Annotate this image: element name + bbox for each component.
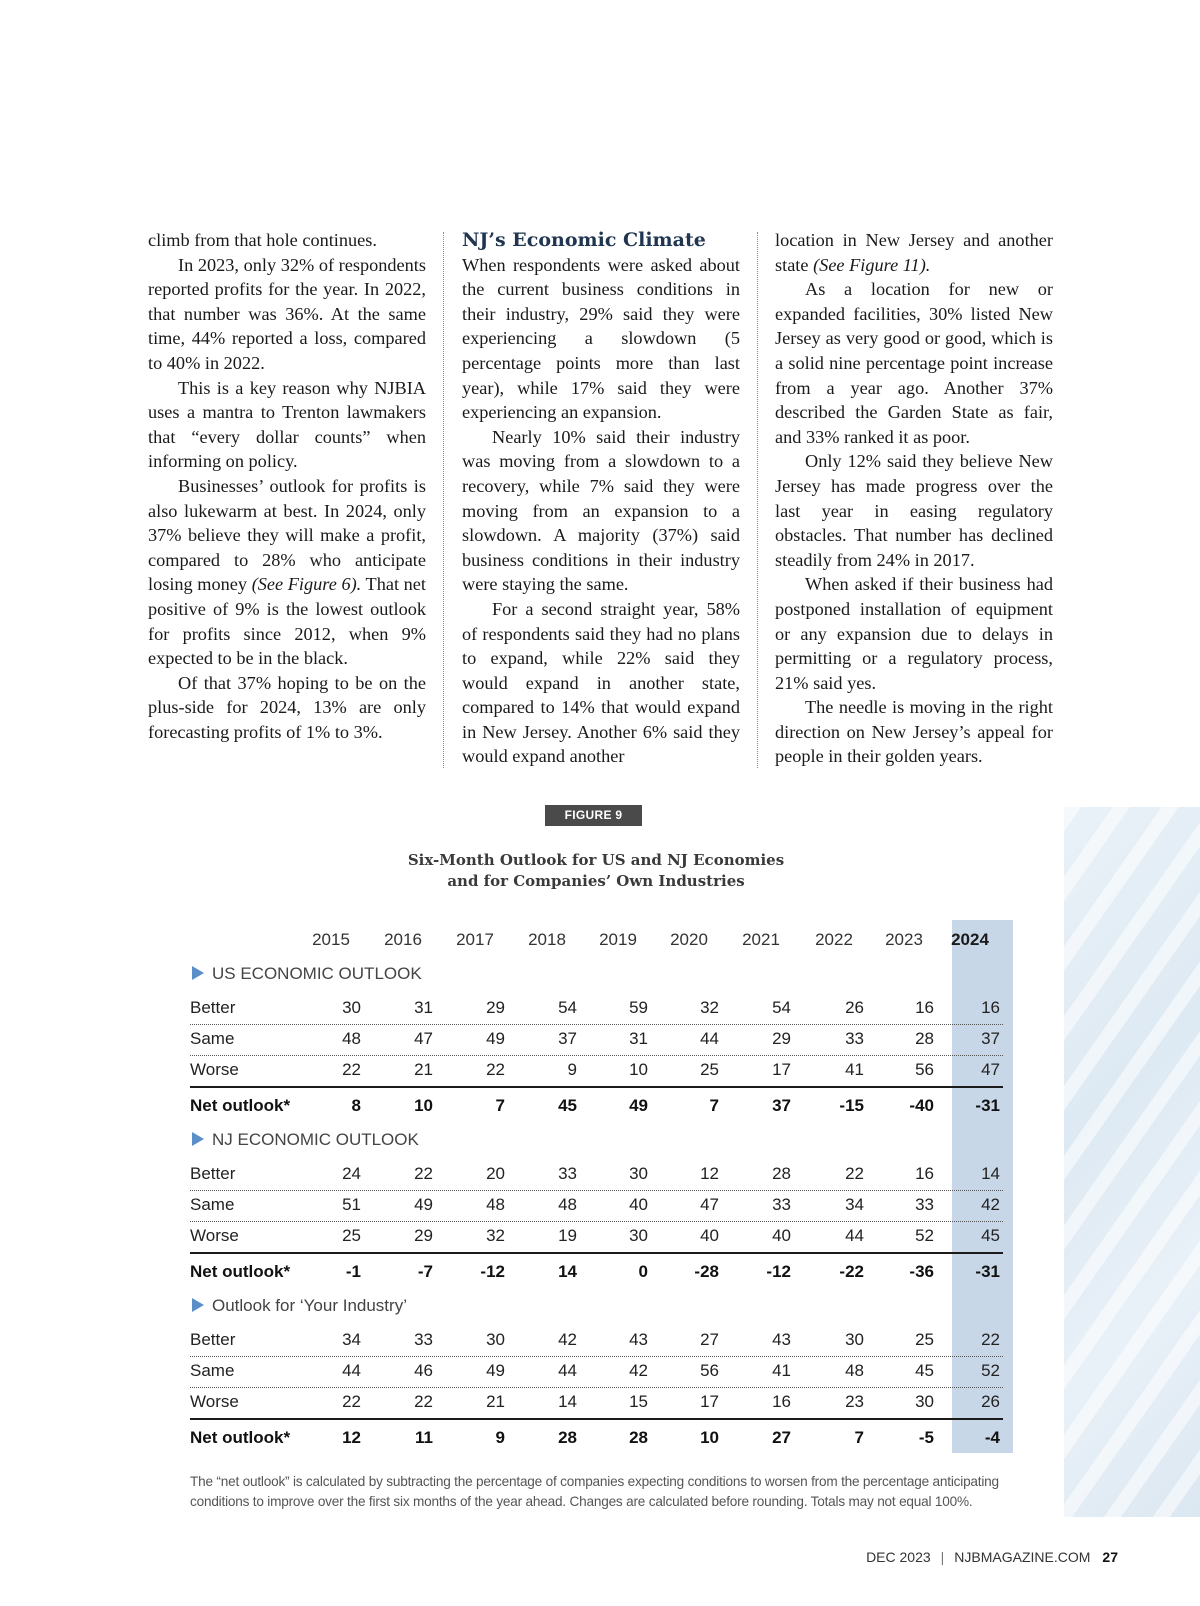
table-cell: 52: [981, 1361, 1000, 1380]
paragraph: Nearly 10% said their industry was moving from a slowdown to a recovery, while 7% said they were moving from an expansion to a slowdown. A majority (37%) said business conditions in their industry were staying the same.: [462, 426, 740, 595]
table-cell: 14: [981, 1164, 1000, 1183]
year-header-2019: 2019: [599, 930, 637, 949]
row-label: Same: [190, 1361, 235, 1380]
table-cell: 10: [629, 1060, 648, 1079]
table-cell: 42: [981, 1195, 1000, 1214]
table-cell: 19: [558, 1226, 577, 1245]
table-cell: -7: [417, 1262, 433, 1281]
table-cell: 28: [629, 1428, 648, 1447]
table-cell: 10: [414, 1096, 433, 1115]
table-row: [190, 1190, 1003, 1222]
table-cell: 45: [981, 1226, 1000, 1245]
table-cell: 8: [351, 1096, 361, 1115]
table-cell: 40: [629, 1195, 648, 1214]
section-title: [192, 964, 422, 984]
net-outlook-row: [190, 1258, 1003, 1289]
table-cell: 31: [629, 1029, 648, 1048]
table-cell: 16: [981, 998, 1000, 1017]
table-cell: 22: [414, 1164, 433, 1183]
row-label: Worse: [190, 1060, 239, 1079]
table-cell: 49: [629, 1096, 648, 1115]
table-cell: 49: [486, 1361, 505, 1380]
table-cell: 33: [772, 1195, 791, 1214]
table-cell: 17: [772, 1060, 791, 1079]
table-cell: 37: [558, 1029, 577, 1048]
year-header-2023: 2023: [885, 930, 923, 949]
table-cell: 48: [558, 1195, 577, 1214]
table-cell: 30: [486, 1330, 505, 1349]
table-cell: 11: [415, 1428, 433, 1447]
article-column-3: [775, 228, 1053, 769]
table-cell: 28: [772, 1164, 791, 1183]
row-label: Same: [190, 1195, 235, 1214]
figure-badge: FIGURE 9: [545, 805, 642, 826]
table-cell: 51: [342, 1195, 361, 1214]
table-cell: 47: [700, 1195, 719, 1214]
table-cell: 37: [772, 1096, 791, 1115]
table-cell: -12: [766, 1262, 791, 1281]
table-cell: 28: [558, 1428, 577, 1447]
row-label: Net outlook*: [190, 1096, 291, 1115]
year-header-2016: 2016: [384, 930, 422, 949]
table-row: [190, 1356, 1003, 1388]
table-row: [190, 1387, 1003, 1420]
paragraph: When respondents were asked about the current business conditions in their industry, 29% said they were experiencing a slowdown (5 percentage points more than last year), while 17% said they were experiencing an expansion.: [462, 254, 740, 423]
row-label: Worse: [190, 1226, 239, 1245]
table-cell: 27: [772, 1428, 791, 1447]
table-cell: -15: [839, 1096, 864, 1115]
section-title-text: US ECONOMIC OUTLOOK: [212, 964, 422, 983]
table-cell: 29: [772, 1029, 791, 1048]
table-cell: 0: [638, 1262, 648, 1281]
table-cell: 41: [772, 1361, 791, 1380]
table-row: [190, 993, 1003, 1025]
table-cell: 37: [981, 1029, 1000, 1048]
table-cell: 24: [342, 1164, 361, 1183]
row-label: Better: [190, 1164, 236, 1183]
table-cell: 16: [915, 998, 934, 1017]
year-header-2020: 2020: [670, 930, 708, 949]
table-cell: 52: [915, 1226, 934, 1245]
table-cell: 49: [486, 1029, 505, 1048]
table-cell: 7: [709, 1096, 719, 1115]
table-cell: 10: [700, 1428, 719, 1447]
table-cell: 40: [772, 1226, 791, 1245]
row-label: Worse: [190, 1392, 239, 1411]
table-cell: 25: [700, 1060, 719, 1079]
table-cell: 25: [915, 1330, 934, 1349]
paragraph: [148, 474, 426, 671]
paragraph-text: That net positive of 9% is the lowest outlook for profits since 2012, when 9% expected to be in the black.: [148, 574, 426, 669]
paragraph: As a location for new or expanded facilities, 30% listed New Jersey as very good or good, which is a solid nine percentage point increase from a year ago. Another 37% described the Garden State as fair, and 33% ranked it as poor.: [775, 279, 1053, 447]
table-cell: -40: [909, 1096, 934, 1115]
table-cell: 21: [414, 1060, 433, 1079]
table-row: [190, 1159, 1003, 1191]
table-cell: 14: [558, 1392, 577, 1411]
table-cell: 49: [414, 1195, 433, 1214]
article-column-2: [462, 228, 740, 769]
table-cell: 43: [772, 1330, 791, 1349]
row-label: Net outlook*: [190, 1428, 291, 1447]
table-cell: 22: [414, 1392, 433, 1411]
table-cell: 22: [342, 1060, 361, 1079]
table-cell: 30: [845, 1330, 864, 1349]
table-cell: 32: [486, 1226, 505, 1245]
table-cell: 34: [342, 1330, 361, 1349]
table-cell: 41: [845, 1060, 864, 1079]
table-cell: 30: [915, 1392, 934, 1411]
table-cell: 32: [700, 998, 719, 1017]
section-heading: NJ’s Economic Climate: [462, 229, 706, 251]
table-cell: 54: [772, 998, 791, 1017]
table-cell: 26: [981, 1392, 1000, 1411]
row-label: Same: [190, 1029, 235, 1048]
table-cell: 45: [915, 1361, 934, 1380]
triangle-bullet-icon: [192, 966, 204, 980]
table-cell: 33: [845, 1029, 864, 1048]
table-cell: -36: [909, 1262, 934, 1281]
paragraph-text: Businesses’ outlook for profits is also lukewarm at best. In 2024, only 37% believe they will make a profit, compared to 28% who anticipate losing money: [148, 475, 426, 595]
year-header-2015: 2015: [312, 930, 350, 949]
year-header-2018: 2018: [528, 930, 566, 949]
net-outlook-row: [190, 1424, 1003, 1455]
table-cell: 30: [629, 1226, 648, 1245]
table-cell: -31: [975, 1262, 1000, 1281]
page-number: 27: [1102, 1549, 1118, 1565]
figure-footnote: The “net outlook” is calculated by subtracting the percentage of companies expecting conditions to worsen from the percentage anticipating conditions to improve over the first six months of the year ahead. Changes are calculated before rounding. Totals may not equal 100%.: [190, 1474, 999, 1509]
paragraph: Of that 37% hoping to be on the plus-side for 2024, 13% are only forecasting profits of 1% to 3%.: [148, 672, 426, 742]
table-cell: 54: [558, 998, 577, 1017]
triangle-bullet-icon: [192, 1132, 204, 1146]
table-cell: 44: [700, 1029, 719, 1048]
table-cell: 45: [558, 1096, 577, 1115]
figure-title-line: Six-Month Outlook for US and NJ Economies: [407, 851, 785, 869]
paragraph: The needle is moving in the right direction on New Jersey’s appeal for people in their golden years.: [775, 697, 1053, 767]
section-title: [192, 1296, 407, 1316]
table-cell: 34: [845, 1195, 864, 1214]
paragraph: In 2023, only 32% of respondents reported profits for the year. In 2022, that number was 36%. At the same time, 44% reported a loss, compared to 40% in 2022.: [148, 254, 426, 373]
figure-title-line: and for Companies’ Own Industries: [447, 872, 745, 890]
paragraph: Only 12% said they believe New Jersey has made progress over the last year in easing regulatory obstacles. That number has declined steadily from 24% in 2017.: [775, 451, 1053, 570]
table-cell: 22: [845, 1164, 864, 1183]
table-cell: 33: [414, 1330, 433, 1349]
row-label: Net outlook*: [190, 1262, 291, 1281]
year-header-2017: 2017: [456, 930, 494, 949]
table-cell: 14: [558, 1262, 577, 1281]
footer-issue: DEC 2023: [866, 1549, 931, 1565]
figure-title: [380, 850, 812, 892]
table-cell: 33: [915, 1195, 934, 1214]
table-cell: 47: [414, 1029, 433, 1048]
table-cell: -1: [345, 1262, 361, 1281]
table-cell: -5: [918, 1428, 934, 1447]
decorative-stripe-panel: [1064, 807, 1200, 1517]
page-footer: [866, 1549, 1118, 1565]
paragraph: climb from that hole continues.: [148, 230, 377, 250]
table-cell: 26: [845, 998, 864, 1017]
table-cell: 25: [342, 1226, 361, 1245]
column-divider: [443, 232, 444, 768]
table-cell: 29: [486, 998, 505, 1017]
table-cell: 12: [342, 1428, 361, 1447]
table-cell: 48: [845, 1361, 864, 1380]
table-cell: 16: [915, 1164, 934, 1183]
table-cell: 16: [772, 1392, 791, 1411]
table-row: [190, 1325, 1003, 1357]
table-cell: 22: [486, 1060, 505, 1079]
table-cell: 29: [414, 1226, 433, 1245]
paragraph: [775, 228, 1053, 277]
table-cell: 30: [629, 1164, 648, 1183]
table-cell: 47: [981, 1060, 1000, 1079]
paragraph: When asked if their business had postponed installation of equipment or any expansion due to delays in permitting or a regulatory process, 21% said yes.: [775, 574, 1053, 693]
table-cell: 40: [700, 1226, 719, 1245]
row-label: Better: [190, 1330, 236, 1349]
table-cell: 33: [558, 1164, 577, 1183]
table-cell: 12: [700, 1164, 719, 1183]
table-cell: 7: [495, 1096, 505, 1115]
article-column-1: [148, 228, 426, 744]
paragraph: This is a key reason why NJBIA uses a mantra to Trenton lawmakers that “every dollar counts” when informing on policy.: [148, 377, 426, 472]
table-cell: 42: [558, 1330, 577, 1349]
table-cell: 23: [845, 1392, 864, 1411]
table-cell: 30: [342, 998, 361, 1017]
year-header-2024: 2024: [951, 930, 989, 949]
table-cell: 28: [915, 1029, 934, 1048]
table-row: [190, 1024, 1003, 1056]
table-cell: -12: [480, 1262, 505, 1281]
table-cell: 20: [486, 1164, 505, 1183]
table-cell: -31: [975, 1096, 1000, 1115]
table-cell: 9: [567, 1060, 577, 1079]
footer-separator: |: [940, 1549, 945, 1565]
triangle-bullet-icon: [192, 1298, 204, 1312]
table-cell: 22: [981, 1330, 1000, 1349]
row-label: Better: [190, 998, 236, 1017]
table-cell: 44: [845, 1226, 864, 1245]
table-cell: 9: [495, 1428, 505, 1447]
table-cell: 7: [854, 1428, 864, 1447]
section-title-text: NJ ECONOMIC OUTLOOK: [212, 1130, 419, 1149]
footer-site: NJBMAGAZINE.COM: [954, 1549, 1091, 1565]
column-divider: [757, 232, 758, 768]
table-row: [190, 1221, 1003, 1254]
table-cell: 48: [486, 1195, 505, 1214]
table-cell: 44: [558, 1361, 577, 1380]
table-cell: 22: [342, 1392, 361, 1411]
section-title-text: Outlook for ‘Your Industry’: [212, 1296, 407, 1315]
table-cell: 59: [629, 998, 648, 1017]
table-cell: -4: [984, 1428, 1000, 1447]
section-title: [192, 1130, 419, 1150]
table-cell: 56: [700, 1361, 719, 1380]
year-header-2022: 2022: [815, 930, 853, 949]
table-cell: 21: [486, 1392, 505, 1411]
table-cell: 27: [700, 1330, 719, 1349]
net-outlook-row: [190, 1092, 1003, 1123]
table-cell: 46: [414, 1361, 433, 1380]
table-cell: 43: [629, 1330, 648, 1349]
figure-reference: (See Figure 11).: [813, 254, 931, 275]
table-cell: 44: [342, 1361, 361, 1380]
table-cell: 31: [414, 998, 433, 1017]
table-cell: 42: [629, 1361, 648, 1380]
table-cell: 15: [629, 1392, 648, 1411]
year-header-2021: 2021: [742, 930, 780, 949]
table-row: [190, 1055, 1003, 1088]
figure-reference: (See Figure 6).: [251, 574, 362, 595]
table-cell: 48: [342, 1029, 361, 1048]
table-cell: -28: [694, 1262, 719, 1281]
paragraph: For a second straight year, 58% of respondents said they had no plans to expand, while 22% said they would expand in another state, compared to 14% that would expand in New Jersey. Another 6% said they would expand another: [462, 598, 740, 767]
paragraph-text: location in New Jersey and another state: [775, 230, 1053, 275]
table-cell: -22: [839, 1262, 864, 1281]
table-cell: 56: [915, 1060, 934, 1079]
table-cell: 17: [700, 1392, 719, 1411]
